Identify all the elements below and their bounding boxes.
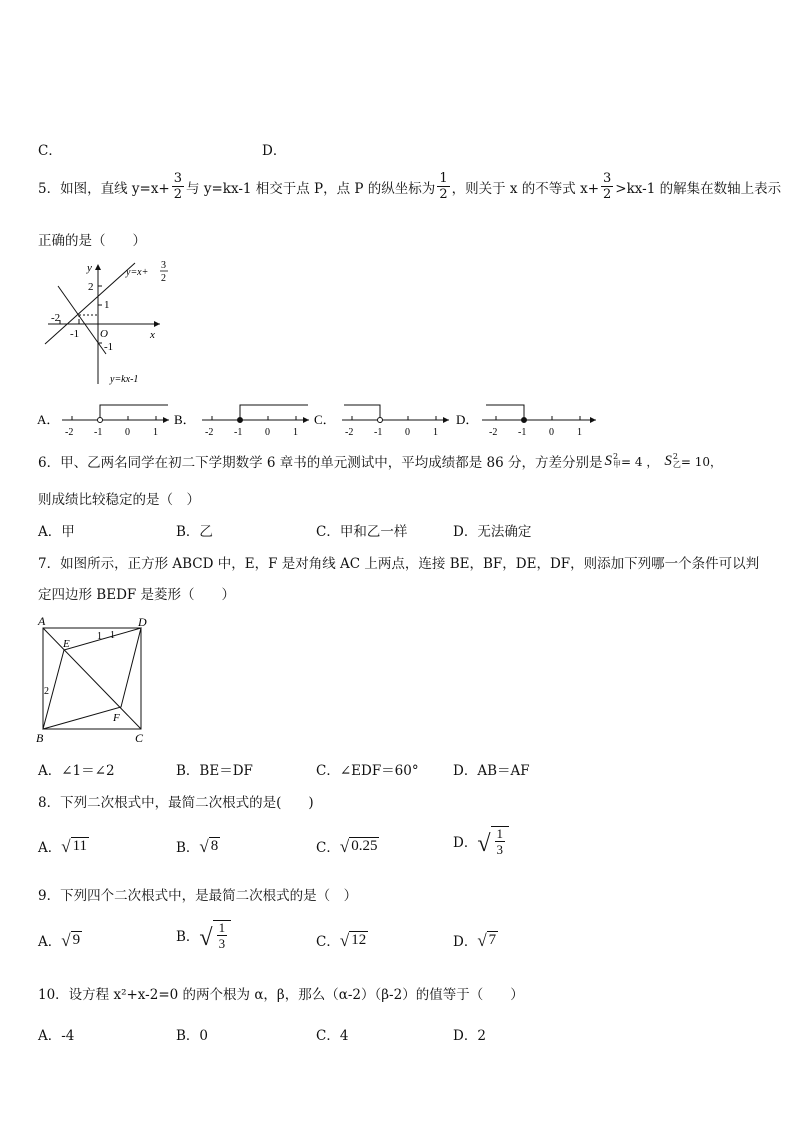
number-line-a — [62, 405, 169, 438]
q10-option-b: B．0 — [176, 1028, 209, 1044]
svg-text:0: 0 — [549, 427, 554, 438]
line1-frac-den: 2 — [161, 273, 166, 284]
q10-option-c: C．4 — [316, 1028, 349, 1044]
y-axis-arrow-icon — [95, 264, 101, 270]
svg-text:0: 0 — [125, 427, 130, 438]
svg-text:F: F — [113, 712, 120, 724]
q8-stem: 8．下列二次根式中，最简二次根式的是( ) — [38, 795, 314, 811]
svg-text:1: 1 — [153, 427, 158, 438]
svg-text:B: B — [36, 731, 44, 745]
q4-option-c: C． — [38, 143, 62, 159]
q5-graph — [40, 258, 180, 390]
svg-text:0: 0 — [405, 427, 410, 438]
q9-option-a: A． √ 9 — [38, 930, 81, 950]
svg-text:C: C — [135, 731, 144, 745]
q8-option-c: C． √ 0.25 — [316, 836, 378, 856]
q6-val-yi: = 10， — [680, 454, 722, 469]
q5-options — [34, 400, 614, 440]
svg-text:-2: -2 — [65, 427, 74, 438]
number-line-c — [342, 405, 449, 438]
svg-text:-1: -1 — [234, 427, 243, 438]
svg-text:E: E — [63, 638, 70, 650]
q8-option-b: B． √ 8 — [176, 836, 219, 856]
tick-y-2: 2 — [88, 281, 94, 293]
x-label: x — [150, 329, 155, 341]
q6-option-b: B．乙 — [176, 524, 213, 540]
q6-s-yi: S — [664, 452, 672, 469]
q10-option-d: D．2 — [453, 1028, 486, 1044]
svg-text:-2: -2 — [205, 427, 214, 438]
q7-option-d: D．AB＝AF — [453, 763, 530, 779]
q7-figure — [34, 612, 158, 746]
q5-stem-line1 — [38, 172, 781, 201]
svg-text:-2: -2 — [345, 427, 354, 438]
q9-option-c: C． √ 12 — [316, 930, 367, 950]
line1-frac-num: 3 — [161, 260, 166, 271]
q5-text-b: 与 y=kx-1 相交于点 P，点 P 的纵坐标为 — [186, 180, 436, 197]
q6-s-jia: S — [604, 452, 613, 469]
q5-option-b-label: B． — [174, 412, 196, 427]
svg-text:1: 1 — [293, 427, 298, 438]
q5-option-c-label: C． — [314, 412, 336, 427]
svg-text:0: 0 — [265, 427, 270, 438]
line2-label: y=kx-1 — [110, 374, 139, 385]
q8-option-d: D． √ $\frac{1}{3}$ — [453, 826, 509, 856]
q9-option-d: D． √ 7 — [453, 930, 497, 950]
q8-option-a: A． √ 11 — [38, 836, 88, 856]
q6-option-a: A．甲 — [38, 524, 75, 540]
q5-frac-3-2: $\frac{3}{2}$ — [173, 171, 183, 202]
q5-option-a-label: A． — [37, 412, 60, 427]
q5-option-d-label: D． — [456, 412, 479, 427]
q7-stem-line1: 7．如图所示，正方形 ABCD 中，E，F 是对角线 AC 上两点，连接 BE，BF，DE，DF，则添加下列哪一个条件可以判 — [38, 556, 760, 572]
q6-sup-yi: 2 — [672, 452, 678, 461]
y-label: y — [87, 262, 92, 274]
q5-text-a: 5．如图，直线 y=x+ — [38, 180, 170, 197]
q5-stem-line2: 正确的是（ ） — [38, 233, 146, 249]
number-line-d — [482, 405, 596, 438]
svg-text:-2: -2 — [489, 427, 498, 438]
q6-val-jia: = 4 ， — [621, 454, 659, 469]
number-line-b — [202, 405, 309, 438]
q4-option-d: D． — [262, 143, 287, 159]
q5-text-d: >kx-1 的解集在数轴上表示 — [615, 180, 782, 197]
svg-text:1: 1 — [577, 427, 582, 438]
q6-sub-yi: 乙 — [672, 460, 681, 469]
q10-stem: 10．设方程 x²+x-2=0 的两个根为 α，β，那么（α-2）（β-2）的值等于（ ） — [38, 987, 524, 1003]
q6-sup-jia: 2 — [613, 452, 619, 461]
svg-text:D: D — [138, 615, 147, 629]
x-axis-arrow-icon — [154, 321, 160, 327]
q6-stem-line1 — [38, 451, 722, 471]
origin-label: O — [100, 328, 108, 340]
q7-stem-line2: 定四边形 BEDF 是菱形（ ） — [38, 587, 236, 603]
tick-y-1: 1 — [104, 299, 110, 311]
q9-stem: 9．下列四个二次根式中，是最简二次根式的是（ ） — [38, 888, 358, 904]
q7-option-b: B．BE＝DF — [176, 763, 253, 779]
svg-text:1: 1 — [110, 630, 115, 641]
q9-option-b: B． √ $\frac{1}{3}$ — [176, 920, 231, 950]
q6-text: 6．甲、乙两名同学在初二下学期数学 6 章书的单元测试中，平均成绩都是 86 分，方差分别是 — [38, 455, 603, 471]
q5-frac-1-2: $\frac{1}{2}$ — [439, 171, 448, 202]
q6-sub-jia: 甲 — [613, 460, 622, 469]
svg-text:-1: -1 — [374, 427, 383, 438]
q10-option-a: A．-4 — [38, 1028, 75, 1044]
q5-text-c: ，则关于 x 的不等式 x+ — [451, 180, 600, 197]
q6-option-d: D．无法确定 — [453, 524, 532, 540]
q6-option-c: C．甲和乙一样 — [316, 524, 408, 540]
line1-label: y=x+ — [126, 267, 149, 278]
q7-option-c: C．∠EDF＝60° — [316, 763, 419, 779]
svg-text:1: 1 — [97, 631, 102, 642]
svg-text:1: 1 — [433, 427, 438, 438]
tick-y-neg1: -1 — [104, 341, 114, 353]
tick-x-neg2: -2 — [51, 312, 61, 324]
q7-option-a: A．∠1＝∠2 — [38, 763, 115, 779]
svg-text:-1: -1 — [518, 427, 527, 438]
svg-text:-1: -1 — [94, 427, 103, 438]
q5-frac-3-2b: $\frac{3}{2}$ — [603, 171, 612, 202]
diagonal-ac — [43, 628, 141, 729]
q6-stem-line2: 则成绩比较稳定的是（ ） — [38, 492, 200, 508]
svg-text:A: A — [38, 614, 46, 628]
tick-x-neg1: -1 — [70, 328, 80, 340]
svg-text:2: 2 — [44, 686, 49, 697]
